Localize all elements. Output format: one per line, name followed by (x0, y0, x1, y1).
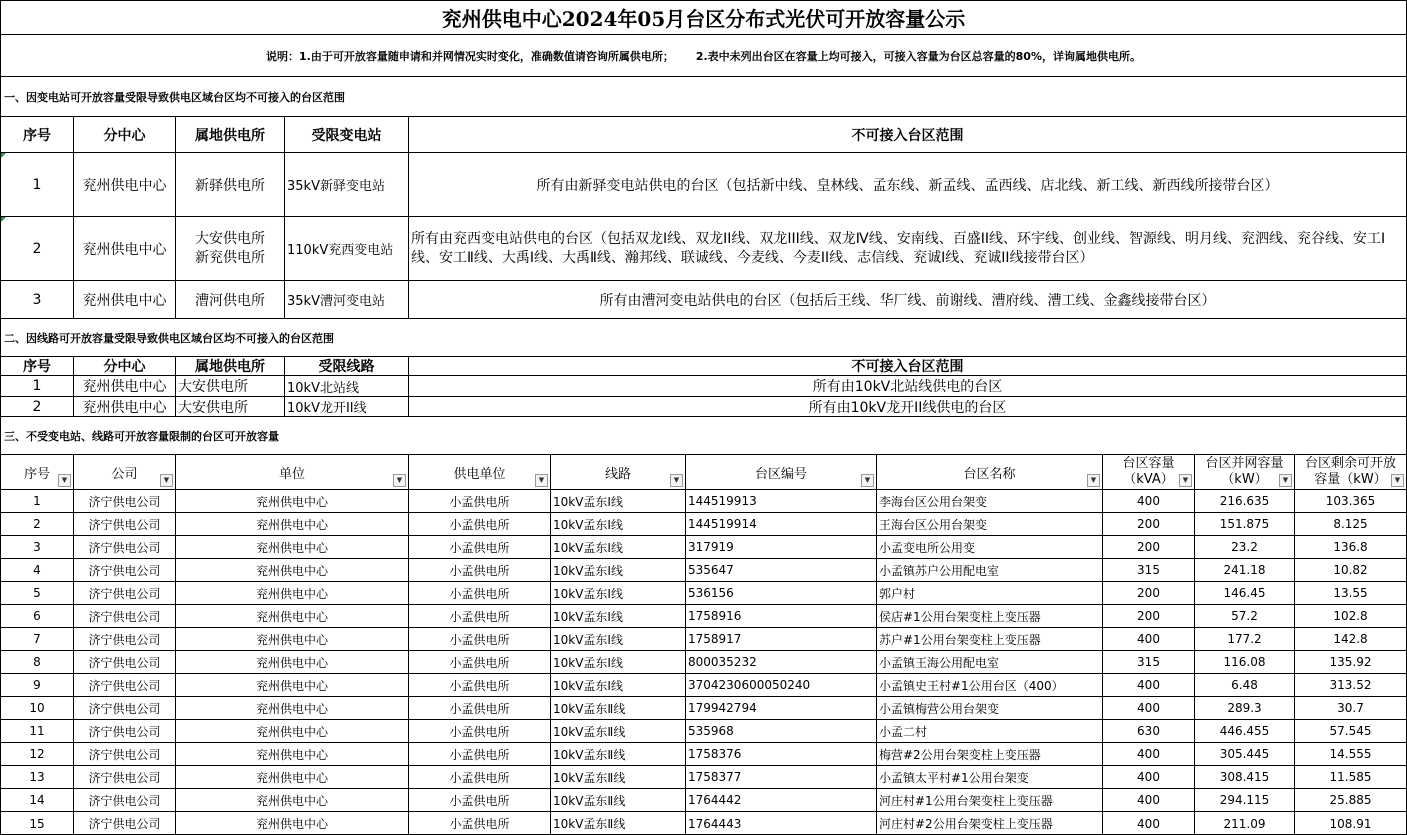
section1-heading-row (1, 77, 1406, 117)
cell-capacity: 400 (1103, 812, 1195, 835)
cell-supply-unit: 小孟供电所 (409, 513, 551, 535)
title-row (1, 1, 1406, 35)
header-grid-line1: 台区并网容量 (1205, 456, 1284, 471)
cell-area-name: 梅营#2公用台架变柱上变压器 (877, 743, 1103, 765)
cell-grid-capacity: 177.2 (1195, 628, 1295, 650)
cell-station-line1: 大安供电所 (195, 230, 265, 247)
cell-no: 2 (1, 513, 74, 535)
cell-area-id: 1758376 (686, 743, 877, 765)
cell-unit: 兖州供电中心 (176, 697, 409, 719)
cell-supply-unit: 小孟供电所 (409, 766, 551, 788)
table-row (1, 697, 1406, 720)
table-row (1, 536, 1406, 559)
cell-line: 10kV龙开II线 (285, 397, 409, 416)
cell-station: 漕河供电所 (176, 281, 285, 318)
table-row (1, 217, 1406, 281)
table-row (1, 513, 1406, 536)
cell-no: 3 (1, 281, 74, 318)
cell-remaining-capacity: 14.555 (1329, 747, 1372, 761)
table-row (1, 281, 1406, 319)
cell-grid-capacity: 211.09 (1195, 812, 1295, 835)
cell-substation: 35kV新驿变电站 (285, 153, 409, 216)
header-remaining-capacity[interactable] (1295, 455, 1406, 489)
cell-unit: 兖州供电中心 (176, 720, 409, 742)
section2-header-row (1, 357, 1406, 376)
table-row (1, 490, 1406, 513)
cell-area-id: 1758377 (686, 766, 877, 788)
cell-area-id: 317919 (686, 536, 877, 558)
cell-center: 兖州供电中心 (74, 397, 176, 416)
cell-area-name: 郭户村 (877, 582, 1103, 604)
cell-company: 济宁供电公司 (74, 720, 176, 742)
cell-area-name: 李海台区公用台架变 (877, 490, 1103, 512)
header-area-id[interactable] (686, 455, 877, 489)
cell-capacity: 400 (1103, 766, 1195, 788)
cell-company: 济宁供电公司 (74, 513, 176, 535)
cell-supply-unit: 小孟供电所 (409, 720, 551, 742)
table-row (1, 651, 1406, 674)
cell-unit: 兖州供电中心 (176, 789, 409, 811)
header-supply-unit[interactable] (409, 455, 551, 489)
note-part1: 说明：1.由于可开放容量随申请和并网情况实时变化，准确数值请咨询所属供电所； (265, 49, 674, 63)
cell-company: 济宁供电公司 (74, 766, 176, 788)
note-part2: 2.表中未列出台区在容量上均可接入，可接入容量为台区总容量的80%，详询属地供电所。 (695, 49, 1141, 63)
section1-header-scope: 不可接入台区范围 (851, 127, 964, 144)
cell-center: 兖州供电中心 (74, 153, 176, 216)
section1-header-station: 属地供电所 (176, 117, 285, 152)
cell-no: 8 (1, 651, 74, 673)
filter-dropdown-icon[interactable]: ▼ (1087, 474, 1100, 487)
cell-line: 10kV孟东Ⅰ线 (551, 513, 686, 535)
cell-capacity: 400 (1103, 490, 1195, 512)
cell-company: 济宁供电公司 (74, 812, 176, 835)
cell-substation: 110kV兖西变电站 (285, 217, 409, 280)
cell-substation: 35kV漕河变电站 (285, 281, 409, 318)
cell-area-id: 535647 (686, 559, 877, 581)
cell-capacity: 400 (1103, 674, 1195, 696)
cell-supply-unit: 小孟供电所 (409, 743, 551, 765)
cell-company: 济宁供电公司 (74, 582, 176, 604)
cell-unit: 兖州供电中心 (176, 674, 409, 696)
cell-no: 14 (1, 789, 74, 811)
cell-station (176, 217, 285, 280)
cell-grid-capacity: 446.455 (1195, 720, 1295, 742)
filter-dropdown-icon[interactable]: ▼ (1179, 474, 1192, 487)
cell-unit: 兖州供电中心 (176, 536, 409, 558)
table-row (1, 789, 1406, 812)
cell-company: 济宁供电公司 (74, 559, 176, 581)
cell-area-name: 河庄村#1公用台架变柱上变压器 (877, 789, 1103, 811)
filter-dropdown-icon[interactable]: ▼ (861, 474, 874, 487)
table-row (1, 605, 1406, 628)
header-company[interactable] (74, 455, 176, 489)
header-grid-line2: （kW） (1221, 472, 1268, 487)
cell-company: 济宁供电公司 (74, 536, 176, 558)
cell-supply-unit: 小孟供电所 (409, 812, 551, 835)
header-unit[interactable] (176, 455, 409, 489)
cell-no: 1 (1, 490, 74, 512)
cell-supply-unit: 小孟供电所 (409, 605, 551, 627)
cell-area-name: 小孟镇史王村#1公用台区（400） (877, 674, 1103, 696)
cell-no: 5 (1, 582, 74, 604)
cell-center: 兖州供电中心 (74, 217, 176, 280)
cell-area-name: 小孟镇王海公用配电室 (877, 651, 1103, 673)
cell-station-line2: 新兖供电所 (195, 249, 265, 266)
note (1, 35, 1406, 76)
section3-heading: 三、不受变电站、线路可开放容量限制的台区可开放容量 (4, 429, 279, 443)
cell-company: 济宁供电公司 (74, 605, 176, 627)
cell-scope: 所有由兖西变电站供电的台区（包括双龙I线、双龙II线、双龙III线、双龙Ⅳ线、安南线、百盛II线、环宇线、创业线、智源线、明月线、兖泗线、兖谷线、安工Ⅰ线、安工Ⅱ线、大禹Ⅰ线、大禹Ⅱ线、瀚邦线、联诚线、今麦线、今麦II线、志信线、兖诚I线、兖诚II线接带台区） (411, 230, 1386, 266)
cell-marker-icon (1, 217, 6, 222)
section1-header-substation: 受限变电站 (285, 117, 409, 152)
cell-station: 新驿供电所 (176, 153, 285, 216)
cell-line: 10kV孟东Ⅰ线 (551, 536, 686, 558)
header-supply-unit-label: 供电单位 (453, 466, 506, 482)
cell-supply-unit: 小孟供电所 (409, 628, 551, 650)
cell-no: 1 (1, 153, 74, 216)
section1-header-no: 序号 (1, 117, 74, 152)
table-row (1, 397, 1406, 417)
section3-heading-row (1, 417, 1406, 455)
section2-header-line: 受限线路 (285, 357, 409, 375)
note-row (1, 35, 1406, 77)
cell-line: 10kV孟东Ⅱ线 (551, 720, 686, 742)
section1-header-row (1, 117, 1406, 153)
cell-remaining-capacity: 108.91 (1329, 816, 1372, 831)
table-row (1, 559, 1406, 582)
cell-center: 兖州供电中心 (74, 376, 176, 396)
cell-area-id: 1758917 (686, 628, 877, 650)
cell-supply-unit: 小孟供电所 (409, 789, 551, 811)
cell-unit: 兖州供电中心 (176, 743, 409, 765)
cell-company: 济宁供电公司 (74, 628, 176, 650)
cell-scope: 所有由10kV龙开II线供电的台区 (808, 399, 1007, 416)
section2-header-no: 序号 (1, 357, 74, 375)
header-capacity-line1: 台区容量 (1122, 456, 1175, 471)
section2-heading: 二、因线路可开放容量受限导致供电区域台区均不可接入的台区范围 (4, 331, 334, 345)
header-remaining-line1: 台区剩余可开放 (1304, 456, 1396, 471)
cell-grid-capacity: 57.2 (1195, 605, 1295, 627)
cell-grid-capacity: 241.18 (1195, 559, 1295, 581)
table-row (1, 766, 1406, 789)
cell-line: 10kV孟东Ⅰ线 (551, 674, 686, 696)
cell-line: 10kV孟东Ⅰ线 (551, 490, 686, 512)
cell-company: 济宁供电公司 (74, 490, 176, 512)
cell-area-name: 小孟镇太平村#1公用台架变 (877, 766, 1103, 788)
cell-remaining-capacity: 11.585 (1329, 770, 1372, 784)
cell-line: 10kV孟东Ⅰ线 (551, 628, 686, 650)
cell-area-id: 800035232 (686, 651, 877, 673)
cell-area-id: 179942794 (686, 697, 877, 719)
table-row (1, 153, 1406, 217)
header-line[interactable] (551, 455, 686, 489)
cell-station: 大安供电所 (176, 397, 285, 416)
cell-unit: 兖州供电中心 (176, 812, 409, 835)
filter-dropdown-icon[interactable]: ▼ (670, 474, 683, 487)
filter-dropdown-icon[interactable]: ▼ (393, 474, 406, 487)
cell-supply-unit: 小孟供电所 (409, 490, 551, 512)
cell-area-id: 535968 (686, 720, 877, 742)
cell-no: 7 (1, 628, 74, 650)
cell-station: 大安供电所 (176, 376, 285, 396)
cell-company: 济宁供电公司 (74, 651, 176, 673)
table-row (1, 812, 1406, 835)
cell-remaining-capacity: 135.92 (1329, 655, 1372, 669)
cell-area-name: 小孟镇苏户公用配电室 (877, 559, 1103, 581)
cell-area-id: 144519914 (686, 513, 877, 535)
cell-company: 济宁供电公司 (74, 697, 176, 719)
cell-remaining-capacity: 136.8 (1333, 540, 1368, 554)
header-unit-label: 单位 (278, 466, 305, 482)
cell-remaining-capacity: 102.8 (1333, 609, 1368, 623)
header-area-name-label: 台区名称 (963, 466, 1016, 482)
cell-grid-capacity: 294.115 (1195, 789, 1295, 811)
cell-area-id: 1758916 (686, 605, 877, 627)
cell-grid-capacity: 308.415 (1195, 766, 1295, 788)
cell-unit: 兖州供电中心 (176, 651, 409, 673)
cell-area-id: 536156 (686, 582, 877, 604)
cell-remaining-capacity: 142.8 (1333, 632, 1368, 646)
cell-remaining-capacity: 103.365 (1325, 494, 1376, 508)
cell-area-id: 1764443 (686, 812, 877, 835)
filter-dropdown-icon[interactable]: ▼ (1391, 474, 1404, 487)
cell-no: 2 (1, 397, 74, 416)
cell-grid-capacity: 216.635 (1195, 490, 1295, 512)
cell-capacity: 400 (1103, 628, 1195, 650)
cell-area-name: 王海台区公用台架变 (877, 513, 1103, 535)
section2-header-center: 分中心 (74, 357, 176, 375)
cell-line: 10kV孟东Ⅱ线 (551, 697, 686, 719)
cell-remaining-capacity: 30.7 (1337, 701, 1364, 715)
cell-remaining-capacity: 8.125 (1333, 517, 1368, 531)
cell-line: 10kV孟东Ⅰ线 (551, 605, 686, 627)
cell-line: 10kV孟东Ⅱ线 (551, 766, 686, 788)
cell-line: 10kV孟东Ⅰ线 (551, 559, 686, 581)
cell-line: 10kV孟东Ⅱ线 (551, 812, 686, 835)
cell-supply-unit: 小孟供电所 (409, 582, 551, 604)
cell-no: 10 (1, 697, 74, 719)
cell-line: 10kV孟东Ⅱ线 (551, 743, 686, 765)
cell-supply-unit: 小孟供电所 (409, 674, 551, 696)
filter-dropdown-icon[interactable]: ▼ (58, 474, 71, 487)
cell-unit: 兖州供电中心 (176, 513, 409, 535)
header-capacity[interactable] (1103, 455, 1195, 489)
table-row (1, 376, 1406, 397)
cell-capacity: 200 (1103, 536, 1195, 558)
section1-header-center: 分中心 (74, 117, 176, 152)
cell-no: 13 (1, 766, 74, 788)
cell-unit: 兖州供电中心 (176, 582, 409, 604)
table-row (1, 743, 1406, 766)
page-title: 兖州供电中心2024年05月台区分布式光伏可开放容量公示 (441, 7, 966, 31)
cell-no: 15 (1, 812, 74, 835)
header-area-id-label: 台区编号 (754, 466, 807, 482)
cell-line: 10kV北站线 (285, 376, 409, 396)
cell-supply-unit: 小孟供电所 (409, 697, 551, 719)
cell-line: 10kV孟东Ⅱ线 (551, 789, 686, 811)
filter-dropdown-icon[interactable]: ▼ (535, 474, 548, 487)
cell-unit: 兖州供电中心 (176, 490, 409, 512)
cell-area-name: 小孟二村 (877, 720, 1103, 742)
cell-area-id: 1764442 (686, 789, 877, 811)
cell-company: 济宁供电公司 (74, 789, 176, 811)
section2-header-station: 属地供电所 (176, 357, 285, 375)
cell-remaining-capacity: 57.545 (1329, 724, 1372, 738)
cell-line: 10kV孟东Ⅰ线 (551, 582, 686, 604)
cell-capacity: 630 (1103, 720, 1195, 742)
cell-remaining-capacity: 13.55 (1333, 586, 1368, 600)
table-row (1, 582, 1406, 605)
cell-no: 2 (1, 217, 74, 280)
cell-area-id: 144519913 (686, 490, 877, 512)
header-remaining-line2: 容量（kW） (1314, 472, 1387, 487)
section2-header-scope: 不可接入台区范围 (851, 359, 964, 375)
header-capacity-line2: （kVA） (1123, 472, 1174, 487)
cell-scope: 所有由10kV北站线供电的台区 (812, 379, 1003, 395)
section3-header-row (1, 455, 1406, 490)
table-row (1, 720, 1406, 743)
cell-capacity: 400 (1103, 743, 1195, 765)
cell-grid-capacity: 23.2 (1195, 536, 1295, 558)
header-grid-capacity[interactable] (1195, 455, 1295, 489)
cell-capacity: 200 (1103, 513, 1195, 535)
cell-scope: 所有由漕河变电站供电的台区（包括后王线、华厂线、前谢线、漕府线、漕工线、金鑫线接带台区） (599, 292, 1216, 309)
cell-company: 济宁供电公司 (74, 743, 176, 765)
header-no[interactable] (1, 455, 74, 489)
cell-grid-capacity: 305.445 (1195, 743, 1295, 765)
cell-center: 兖州供电中心 (74, 281, 176, 318)
cell-area-name: 侯店#1公用台架变柱上变压器 (877, 605, 1103, 627)
cell-remaining-capacity: 313.52 (1329, 678, 1372, 692)
header-no-label: 序号 (23, 466, 50, 482)
cell-unit: 兖州供电中心 (176, 766, 409, 788)
cell-capacity: 400 (1103, 697, 1195, 719)
cell-line: 10kV孟东Ⅰ线 (551, 651, 686, 673)
section2-heading-row (1, 319, 1406, 357)
cell-scope: 所有由新驿变电站供电的台区（包括新中线、皇林线、孟东线、新孟线、孟西线、店北线、新工线、新西线所接带台区） (536, 177, 1279, 194)
table-row (1, 674, 1406, 697)
header-company-label: 公司 (111, 466, 138, 482)
cell-marker-icon (1, 153, 6, 158)
cell-capacity: 200 (1103, 582, 1195, 604)
cell-grid-capacity: 289.3 (1195, 697, 1295, 719)
cell-area-id: 3704230600050240 (686, 674, 877, 696)
cell-unit: 兖州供电中心 (176, 628, 409, 650)
cell-supply-unit: 小孟供电所 (409, 559, 551, 581)
cell-no: 9 (1, 674, 74, 696)
cell-supply-unit: 小孟供电所 (409, 651, 551, 673)
cell-capacity: 400 (1103, 789, 1195, 811)
cell-area-name: 小孟镇梅营公用台架变 (877, 697, 1103, 719)
cell-capacity: 200 (1103, 605, 1195, 627)
cell-unit: 兖州供电中心 (176, 559, 409, 581)
cell-grid-capacity: 6.48 (1195, 674, 1295, 696)
cell-no: 4 (1, 559, 74, 581)
cell-company: 济宁供电公司 (74, 674, 176, 696)
cell-remaining-capacity: 25.885 (1329, 793, 1372, 807)
cell-no: 12 (1, 743, 74, 765)
cell-capacity: 315 (1103, 559, 1195, 581)
cell-supply-unit: 小孟供电所 (409, 536, 551, 558)
filter-dropdown-icon[interactable]: ▼ (1279, 474, 1292, 487)
cell-grid-capacity: 146.45 (1195, 582, 1295, 604)
cell-area-name: 苏户#1公用台架变柱上变压器 (877, 628, 1103, 650)
cell-no: 6 (1, 605, 74, 627)
cell-grid-capacity: 151.875 (1195, 513, 1295, 535)
cell-no: 11 (1, 720, 74, 742)
section1-heading: 一、因变电站可开放容量受限导致供电区域台区均不可接入的台区范围 (4, 90, 345, 104)
table-row (1, 628, 1406, 651)
header-line-label: 线路 (604, 466, 631, 482)
header-area-name[interactable] (877, 455, 1103, 489)
cell-grid-capacity: 116.08 (1195, 651, 1295, 673)
filter-dropdown-icon[interactable]: ▼ (160, 474, 173, 487)
cell-remaining-capacity: 10.82 (1333, 563, 1368, 577)
cell-area-name: 小孟变电所公用变 (877, 536, 1103, 558)
cell-no: 3 (1, 536, 74, 558)
cell-capacity: 315 (1103, 651, 1195, 673)
cell-no: 1 (1, 376, 74, 396)
cell-area-name: 河庄村#2公用台架变柱上变压器 (877, 812, 1103, 835)
cell-unit: 兖州供电中心 (176, 605, 409, 627)
